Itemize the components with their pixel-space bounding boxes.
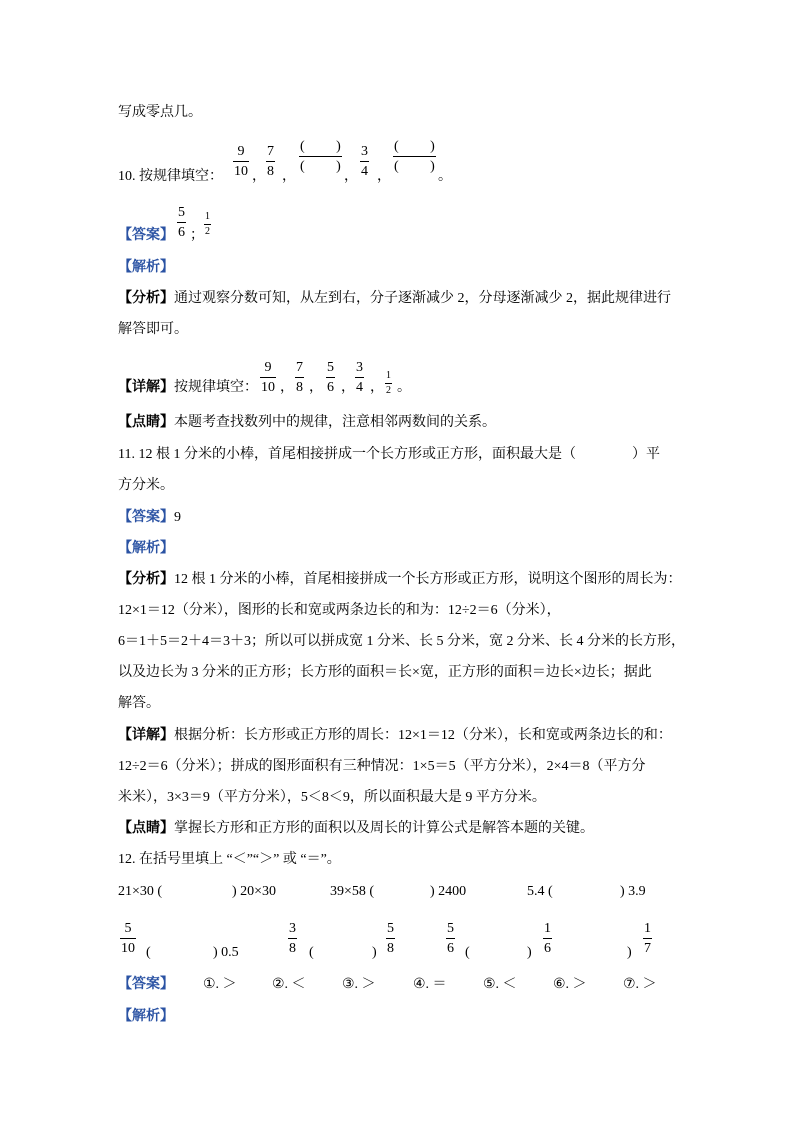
analysis-label: 【解析】: [118, 260, 174, 275]
fraction-bar: [386, 938, 395, 939]
comparison-right: ) 2400: [430, 884, 467, 899]
numerator: 5: [387, 921, 394, 936]
numerator: 3: [361, 144, 368, 159]
denominator: 2: [205, 226, 210, 237]
comparison-left: 21×30 (: [118, 884, 163, 899]
analysis-label: 【解析】: [118, 1009, 174, 1024]
xiangjie-line: [118, 728, 672, 744]
answer-value: 9: [174, 510, 181, 525]
fenxi-line: 解答即可。: [118, 322, 188, 337]
analysis-label: 【解析】: [118, 541, 174, 556]
denominator: 4: [356, 380, 363, 395]
fenxi-line: 12×1＝12（分米），图形的长和宽或两条边长的和为：12÷2＝6（分米），: [118, 603, 561, 618]
q10-stem: 10. 按规律填空：: [118, 169, 223, 184]
fraction: [177, 205, 186, 240]
open-paren: (: [465, 945, 470, 960]
xiangjie-line: 米米），3×3＝9（平方分米），5＜8＜9，所以面积最大是 9 平方分米。: [118, 790, 546, 805]
denominator: 6: [178, 225, 185, 240]
denominator: 6: [544, 941, 551, 956]
separator: ，: [341, 380, 355, 395]
fraction-bar: [543, 938, 552, 939]
fenxi-text: 12 根 1 分米的小棒，首尾相接拼成一个长方形或正方形，说明这个图形的周长为：: [174, 572, 682, 587]
fraction-bar: [326, 377, 335, 378]
separator: ，: [280, 380, 294, 395]
fraction-bar: [393, 156, 436, 157]
denominator: 7: [644, 941, 651, 956]
fraction-bar: [360, 161, 369, 162]
separator: ，: [309, 380, 323, 395]
answer-label: 【答案】: [118, 228, 174, 243]
fenxi-label: 【分析】: [118, 291, 174, 306]
fraction-bar: [446, 938, 455, 939]
separator: ，: [344, 169, 358, 184]
xiangjie-line: 12÷2＝6（分米）；拼成的图形面积有三种情况：1×5＝5（平方分米），2×4＝8（平方分: [118, 759, 646, 774]
fraction-bar: [288, 938, 297, 939]
denominator: 10: [234, 164, 248, 179]
q11-stem: 11. 12 根 1 分米的小棒，首尾相接拼成一个长方形或正方形，面积最大是（ ）平: [118, 447, 660, 462]
comparison-right: ) 20×30: [232, 884, 277, 899]
fraction-bar: [643, 938, 652, 939]
denominator: 2: [386, 385, 391, 396]
fraction-bar: [266, 161, 275, 162]
numerator: 3: [356, 360, 363, 375]
numerator: 1: [544, 921, 551, 936]
fraction: [295, 360, 304, 395]
answer-item: ①. ＞: [203, 977, 237, 992]
separator: ，: [282, 169, 296, 184]
denominator: 10: [261, 380, 275, 395]
fraction-bar: [204, 224, 211, 225]
fenxi-text: 通过观察分数可知，从左到右，分子逐渐减少 2，分母逐渐减少 2，据此规律进行: [174, 291, 671, 306]
fraction-bar: [260, 377, 276, 378]
fraction: [204, 212, 211, 237]
fenxi-label: 【分析】: [118, 572, 174, 587]
numerator-blank: ( ): [394, 139, 435, 154]
dianjing-text: 掌握长方形和正方形的面积以及周长的计算公式是解答本题的关键。: [174, 821, 594, 836]
fraction-bar: [120, 938, 136, 939]
answer-item: ⑥. ＞: [553, 977, 587, 992]
close-paren: ): [372, 945, 377, 960]
open-paren: (: [146, 945, 151, 960]
dianjing-line: [118, 821, 594, 837]
separator: ，: [370, 380, 384, 395]
fraction: [288, 921, 297, 956]
numerator: 1: [644, 921, 651, 936]
fraction: [260, 360, 276, 395]
denominator: 6: [327, 380, 334, 395]
dianjing-line: [118, 415, 496, 431]
fenxi-line: 以及边长为 3 分米的正方形；长方形的面积＝长×宽，正方形的面积＝边长×边长；据此: [118, 665, 652, 680]
fraction: [233, 144, 249, 179]
answer-label: 【答案】: [118, 510, 174, 525]
fraction: [266, 144, 275, 179]
fraction: [643, 921, 652, 956]
numerator: 1: [386, 370, 391, 381]
dianjing-label: 【点睛】: [118, 821, 174, 836]
numerator-blank: ( ): [300, 139, 341, 154]
numerator: 7: [296, 360, 303, 375]
numerator: 5: [124, 921, 132, 936]
q9-tail-text: 写成零点几。: [118, 105, 202, 120]
denominator-blank: ( ): [300, 159, 341, 174]
dianjing-text: 本题考查找数列中的规律，注意相邻两数间的关系。: [174, 415, 496, 430]
comparison-left: 5.4 (: [527, 884, 553, 899]
comparison-right: ) 3.9: [620, 884, 646, 899]
separator: ，: [377, 169, 391, 184]
fraction-bar: [295, 377, 304, 378]
xiangjie-label: 【详解】: [118, 728, 174, 743]
answer-label: 【答案】: [118, 977, 174, 992]
q11-answer-line: [118, 510, 181, 526]
xiangjie-text: 按规律填空：: [174, 380, 258, 395]
close-paren: ): [527, 945, 532, 960]
open-paren: (: [309, 945, 314, 960]
numerator: 9: [237, 144, 245, 159]
comparison-left: 39×58 (: [330, 884, 375, 899]
period: 。: [438, 169, 452, 184]
denominator: 6: [447, 941, 454, 956]
fraction: [360, 144, 369, 179]
fraction: [355, 360, 364, 395]
fraction: [385, 371, 392, 396]
xiangjie-label: 【详解】: [118, 380, 174, 395]
fraction: [446, 921, 455, 956]
fraction-bar: [233, 161, 249, 162]
fraction: [386, 921, 395, 956]
denominator: 10: [121, 941, 135, 956]
answer-item: ④. ＝: [413, 977, 447, 992]
denominator: 8: [289, 941, 296, 956]
answer-item: ③. ＞: [342, 977, 376, 992]
numerator: 5: [447, 921, 454, 936]
fenxi-line: 6＝1＋5＝2＋4＝3＋3；所以可以拼成宽 1 分米、长 5 分米，宽 2 分米、长 4 分米的长方形，: [118, 634, 685, 649]
fraction: [120, 921, 136, 956]
fraction: [543, 921, 552, 956]
fraction-bar: [385, 383, 392, 384]
dianjing-label: 【点睛】: [118, 415, 174, 430]
period: 。: [397, 380, 411, 395]
q11-stem: 方分米。: [118, 478, 174, 493]
fenxi-line: [118, 291, 671, 307]
blank-fraction: [299, 139, 342, 174]
xiangjie-line: [118, 380, 258, 396]
blank-fraction: [393, 139, 436, 174]
answer-item: ②. ＜: [272, 977, 306, 992]
close-paren-decimal: ) 0.5: [213, 945, 239, 960]
answer-item: ⑤. ＜: [483, 977, 517, 992]
numerator: 9: [264, 360, 272, 375]
denominator-blank: ( ): [394, 159, 435, 174]
separator: ，: [252, 169, 266, 184]
numerator: 1: [205, 211, 210, 222]
fraction: [326, 360, 335, 395]
close-paren: ): [627, 945, 632, 960]
semicolon: ；: [190, 228, 204, 243]
denominator: 8: [296, 380, 303, 395]
fenxi-line: 解答。: [118, 696, 160, 711]
numerator: 5: [327, 360, 334, 375]
denominator: 8: [267, 164, 274, 179]
xiangjie-text: 根据分析：长方形或正方形的周长：12×1＝12（分米），长和宽或两条边长的和：: [174, 728, 672, 743]
denominator: 8: [387, 941, 394, 956]
answer-item: ⑦. ＞: [623, 977, 657, 992]
denominator: 4: [361, 164, 368, 179]
fenxi-line: [118, 572, 682, 588]
numerator: 7: [267, 144, 274, 159]
fraction-bar: [177, 222, 186, 223]
numerator: 5: [178, 205, 185, 220]
fraction-bar: [299, 156, 342, 157]
numerator: 3: [289, 921, 296, 936]
q12-stem: 12. 在括号里填上 “＜”“＞” 或 “＝”。: [118, 852, 341, 867]
fraction-bar: [355, 377, 364, 378]
